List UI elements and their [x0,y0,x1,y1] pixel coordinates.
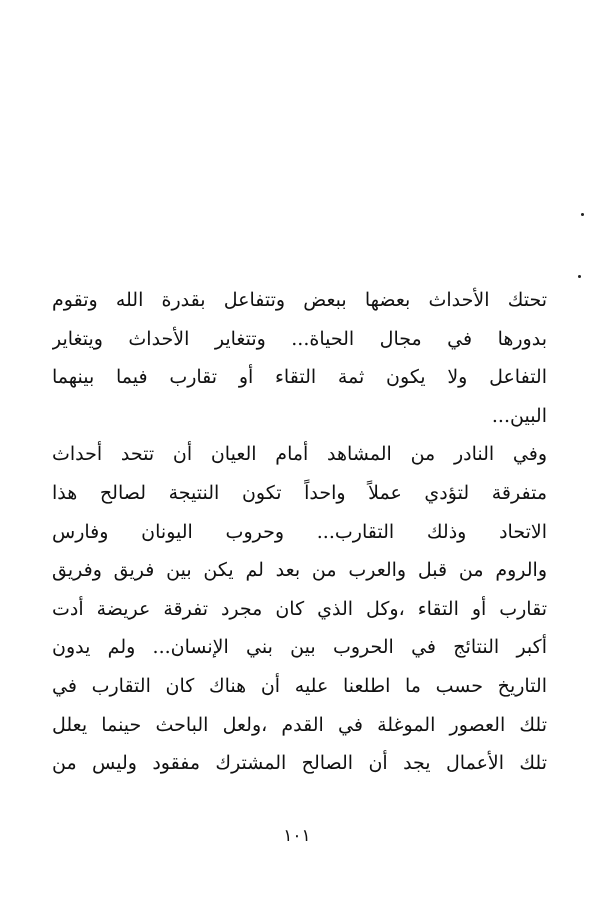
text-line: تلك الأعمال يجد أن الصالح المشترك مفقود وليس من [52,752,547,775]
text-line: تحتك الأحداث بعضها ببعض وتتفاعل بقدرة الله وتقوم [52,289,547,311]
text-line: أكبر النتائج في الحروب بين بني الإنسان... ولم يدون [52,636,547,659]
text-line: البين... [491,404,547,427]
text-line: وفي النادر من المشاهد أمام العيان أن تتحد أحداث [52,443,547,466]
text-line: التاريخ حسب ما اطلعنا عليه أن هناك كان التقارب في [52,674,547,697]
paragraph-1 [52,281,547,435]
paragraph-2 [52,435,547,782]
text-line: والروم من قبل والعرب من بعد لم يكن بين فريق وفريق [52,559,547,582]
body-text [52,281,547,783]
text-line: تقارب أو التقاء ،وكل الذي كان مجرد تفرقة عريضة أدت [52,597,547,620]
text-line: تلك العصور الموغلة في القدم ،ولعل الباحث حينما يعلل [52,713,547,736]
text-line: التفاعل ولا يكون ثمة التقاء أو تقارب فيما بينهما [52,366,547,389]
scan-speck [578,275,581,278]
text-line: متفرقة لتؤدي عملاً واحداً تكون النتيجة لصالح هذا [52,481,547,504]
page-number: ١٠١ [283,826,311,846]
text-line: الاتحاد وذلك التقارب... وحروب اليونان وفارس [52,520,547,543]
text-line: بدورها في مجال الحياة... وتتغاير الأحداث ويتغاير [52,327,547,350]
scan-speck [581,213,584,216]
